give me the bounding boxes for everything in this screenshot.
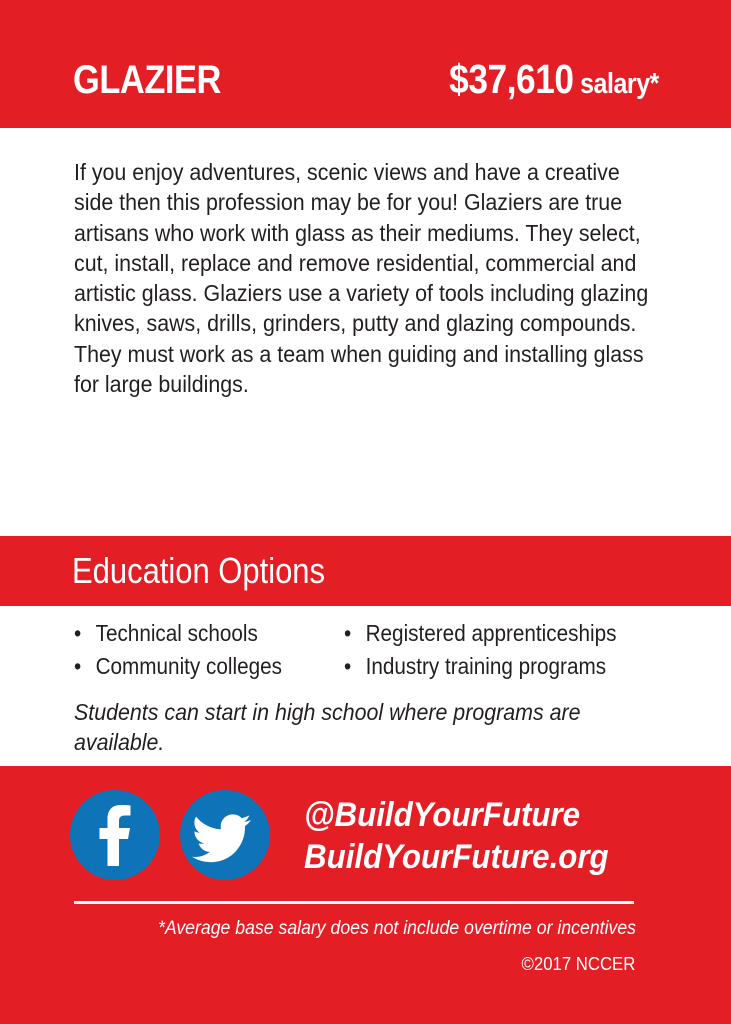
social-handle[interactable]: @BuildYourFuture [304, 796, 581, 834]
website-link[interactable]: BuildYourFuture.org [304, 838, 609, 876]
copyright: ©2017 NCCER [521, 954, 635, 974]
option-label: Registered apprenticeships [365, 620, 617, 646]
footer-band [0, 766, 731, 1024]
bullet: • [344, 653, 352, 679]
education-option-industry-training [344, 653, 606, 680]
job-description: If you enjoy adventures, scenic views and have a creative side then this profession may be for you! Glaziers are true artisans who work with glass as their mediums. They select, cut, install, replace and remove residential, commercial and artistic glass. Glaziers use a variety of tools including glazing knives, saws, drills, grinders, putty and glazing compounds. They must work as a team when guiding and installing glass for large buildings. [74, 159, 649, 398]
bullet: • [344, 620, 352, 646]
bullet: • [74, 653, 82, 679]
header-band [0, 0, 731, 128]
option-label: Industry training programs [365, 653, 607, 679]
salary [449, 56, 659, 103]
salary-amount: $37,610 [449, 56, 574, 102]
salary-label: salary* [573, 68, 659, 100]
job-title: GLAZIER [73, 58, 221, 102]
education-option-technical-schools [74, 620, 258, 647]
bullet: • [74, 620, 82, 646]
facebook-icon[interactable] [70, 790, 160, 880]
education-option-community-colleges [74, 653, 282, 680]
education-note: Students can start in high school where programs are available. [74, 699, 581, 755]
option-label: Technical schools [95, 620, 258, 646]
salary-disclaimer: *Average base salary does not include overtime or incentives [157, 918, 636, 939]
footer-divider [74, 901, 634, 904]
twitter-icon[interactable] [180, 790, 270, 880]
education-band [0, 536, 731, 606]
option-label: Community colleges [95, 653, 282, 679]
education-option-registered-apprenticeships [344, 620, 616, 647]
education-heading: Education Options [72, 550, 326, 591]
